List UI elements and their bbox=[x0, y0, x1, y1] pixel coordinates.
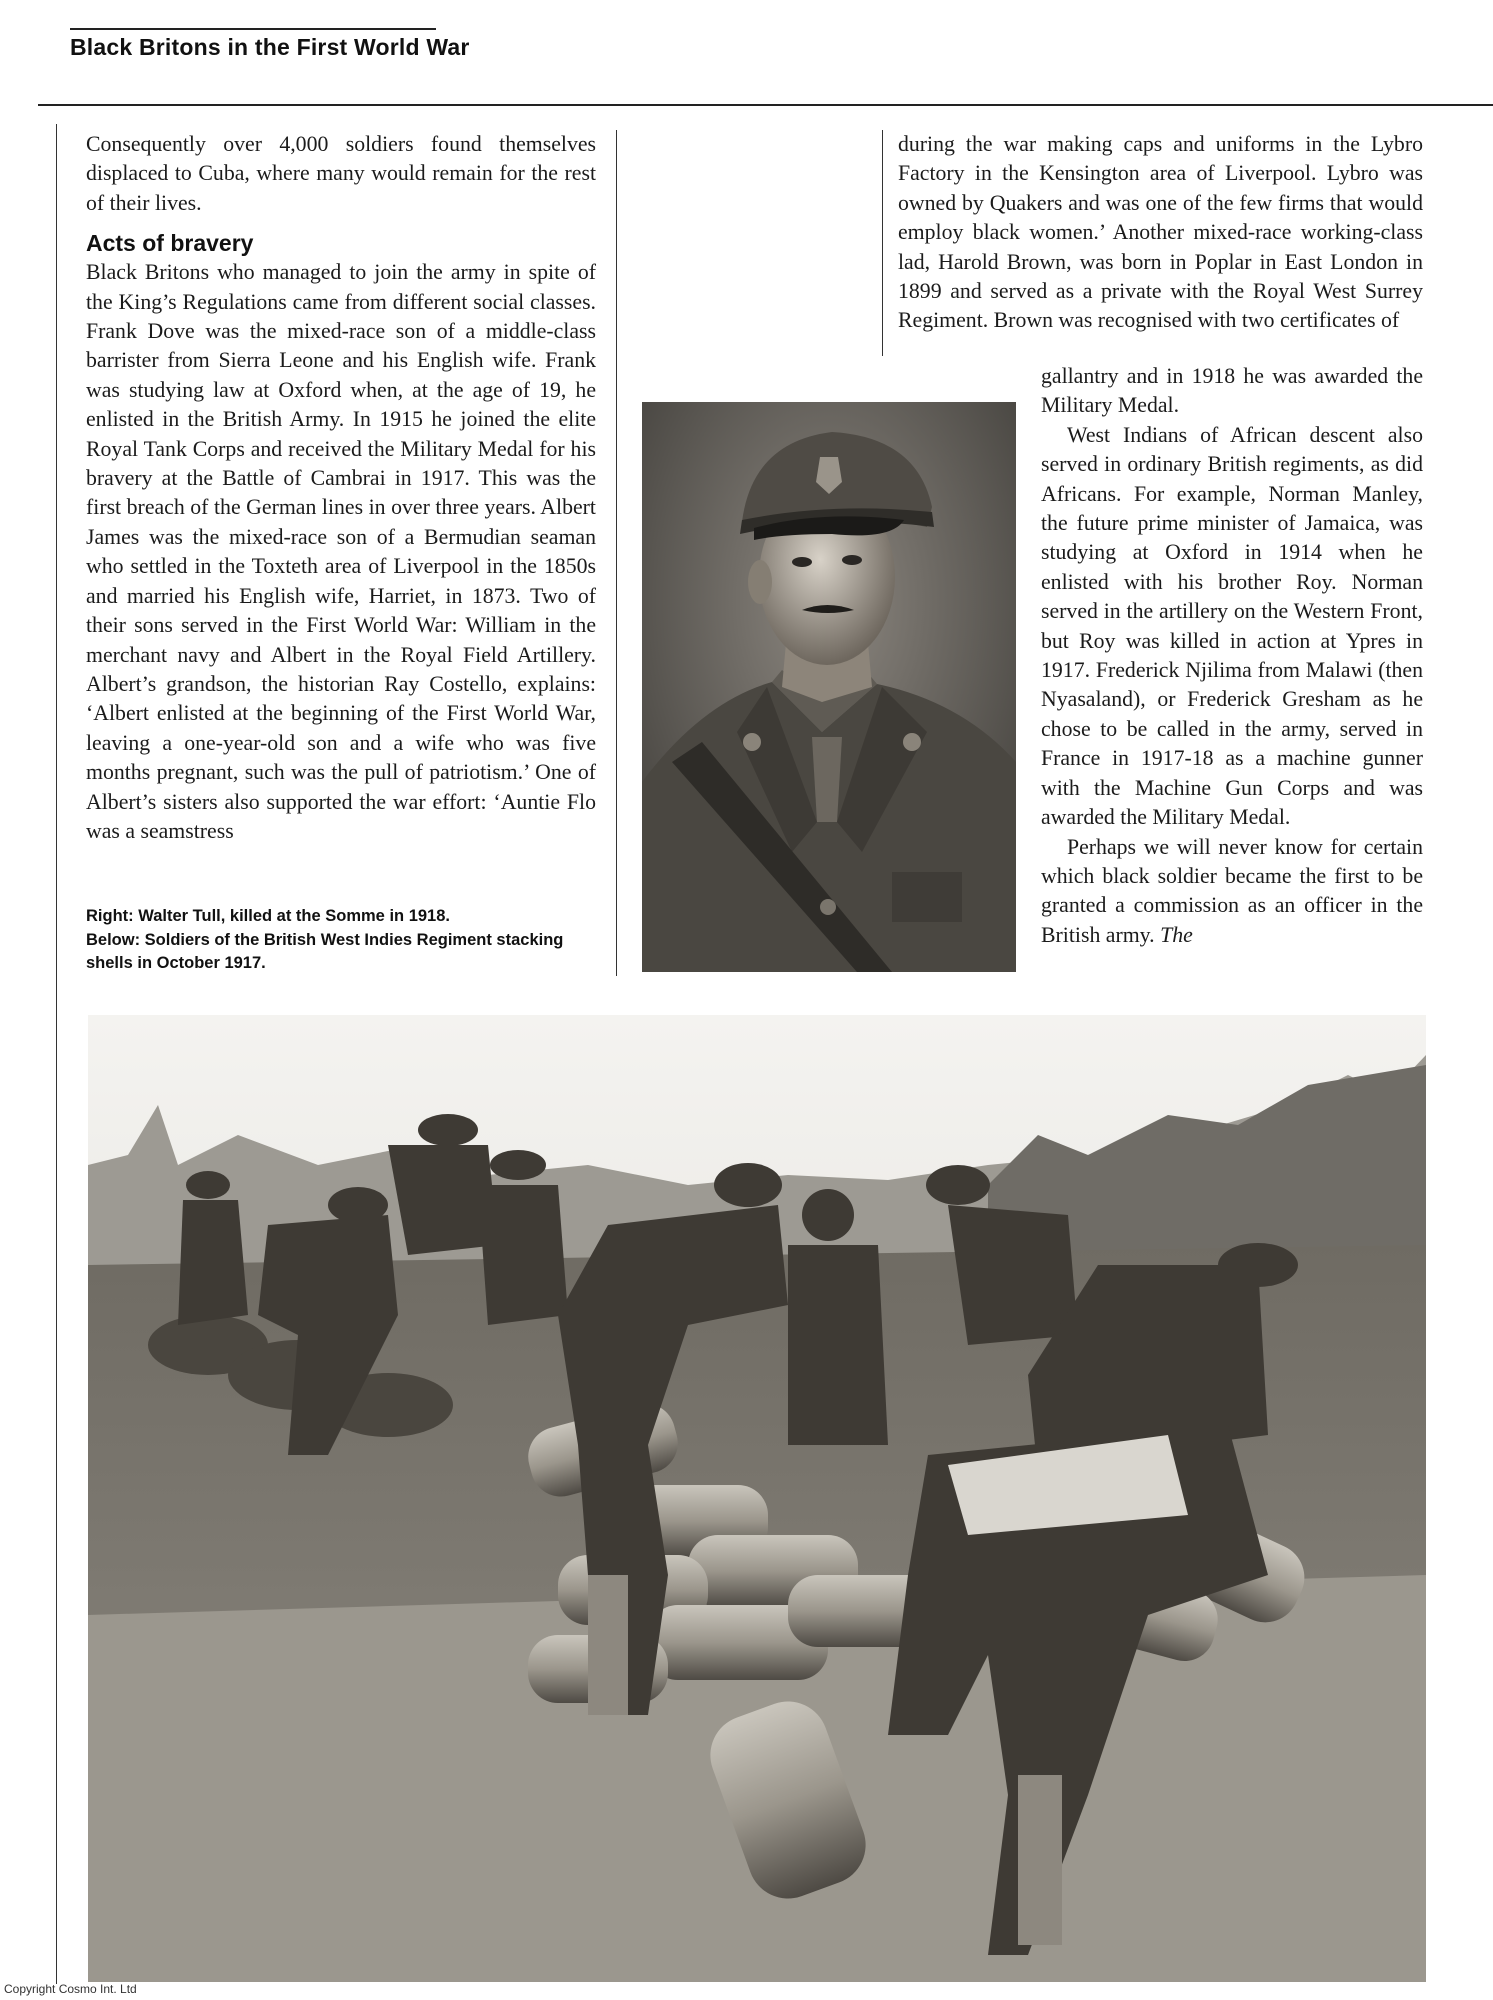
caption-below: Below: Soldiers of the British West Indies Regiment stacking shells in October 1917. bbox=[86, 930, 564, 972]
intro-paragraph: Consequently over 4,000 soldiers found themselves displaced to Cuba, where many would remain for the rest of their lives. bbox=[86, 132, 596, 215]
header-rule bbox=[38, 104, 1493, 106]
photo-caption bbox=[86, 905, 596, 976]
left-margin-rule bbox=[56, 124, 57, 1984]
portrait-photo bbox=[642, 402, 1016, 972]
column-3-paragraph-3-text: Perhaps we will never know for certain which black soldier became the first to be granted a commission as an officer in the British army. bbox=[1041, 834, 1423, 947]
shells-photo bbox=[88, 1015, 1426, 1982]
section-heading: Acts of bravery bbox=[86, 230, 254, 257]
article-column-2 bbox=[898, 130, 1423, 336]
column-3-paragraph-3-italic: The bbox=[1160, 922, 1193, 947]
column-3-paragraph-3 bbox=[1041, 833, 1423, 951]
column-divider bbox=[616, 130, 617, 976]
column-3-paragraph-2: West Indians of African descent also served in ordinary British regiments, as did Africans. For example, Norman Manley, the future prime minister of Jamaica, was studying at Oxford in 1914 when he enlisted with his brother Roy. Norman served in the artillery on the Western Front, but Roy was killed in action at Ypres in 1917. Frederick Njilima from Malawi (then Nyasaland), or Frederick Gresham as he chose to be called in the army, served in France in 1917-18 as a machine gunner with the Machine Gun Corps and was awarded the Military Medal. bbox=[1041, 422, 1423, 830]
column-3-paragraph-1: gallantry and in 1918 he was awarded the Military Medal. bbox=[1041, 364, 1423, 418]
article-column-3 bbox=[1041, 362, 1423, 950]
portrait-illustration bbox=[642, 402, 1016, 972]
body-paragraph: Black Britons who managed to join the army in spite of the King’s Regulations came from different social classes. Frank Dove was the mixed-race son of a middle-class barrister from Sierra Leone and his English wife. Frank was studying law at Oxford when, at the age of 19, he enlisted in the British Army. In 1915 he joined the elite Royal Tank Corps and received the Military Medal for his bravery at the Battle of Cambrai in 1917. This was the first breach of the German lines in over three years. Albert James was the mixed-race son of a Bermudian seaman who settled in the Toxteth area of Liverpool in the 1850s and married his English wife, Harriet, in 1873. Two of their sons served in the First World War: William in the merchant navy and Albert in the Royal Field Artillery. Albert’s grandson, the historian Ray Costello, explains: ‘Albert enlisted at the beginning of the First World War, leaving a one-year-old son and a wife who was five months pregnant, such was the pull of patriotism.’ One of Albert’s sisters also supported the war effort: ‘Auntie Flo was a seamstress bbox=[86, 260, 596, 843]
article-column-1 bbox=[86, 130, 596, 846]
running-title: Black Britons in the First World War bbox=[70, 34, 470, 60]
header-top-rule bbox=[70, 28, 436, 30]
copyright-notice: Copyright Cosmo Int. Ltd bbox=[4, 1982, 137, 1996]
column-2-paragraph: during the war making caps and uniforms in the Lybro Factory in the Kensington area of Liverpool. Lybro was owned by Quakers and was one of the few firms that would employ black women.’ Another mixed-race working-class lad, Harold Brown, was born in Poplar in East London in 1899 and served as a private with the Royal West Surrey Regiment. Brown was recognised with two certificates of bbox=[898, 132, 1423, 333]
shells-illustration bbox=[88, 1015, 1426, 1982]
caption-right: Right: Walter Tull, killed at the Somme in 1918. bbox=[86, 907, 450, 925]
column-divider-right bbox=[882, 130, 883, 356]
